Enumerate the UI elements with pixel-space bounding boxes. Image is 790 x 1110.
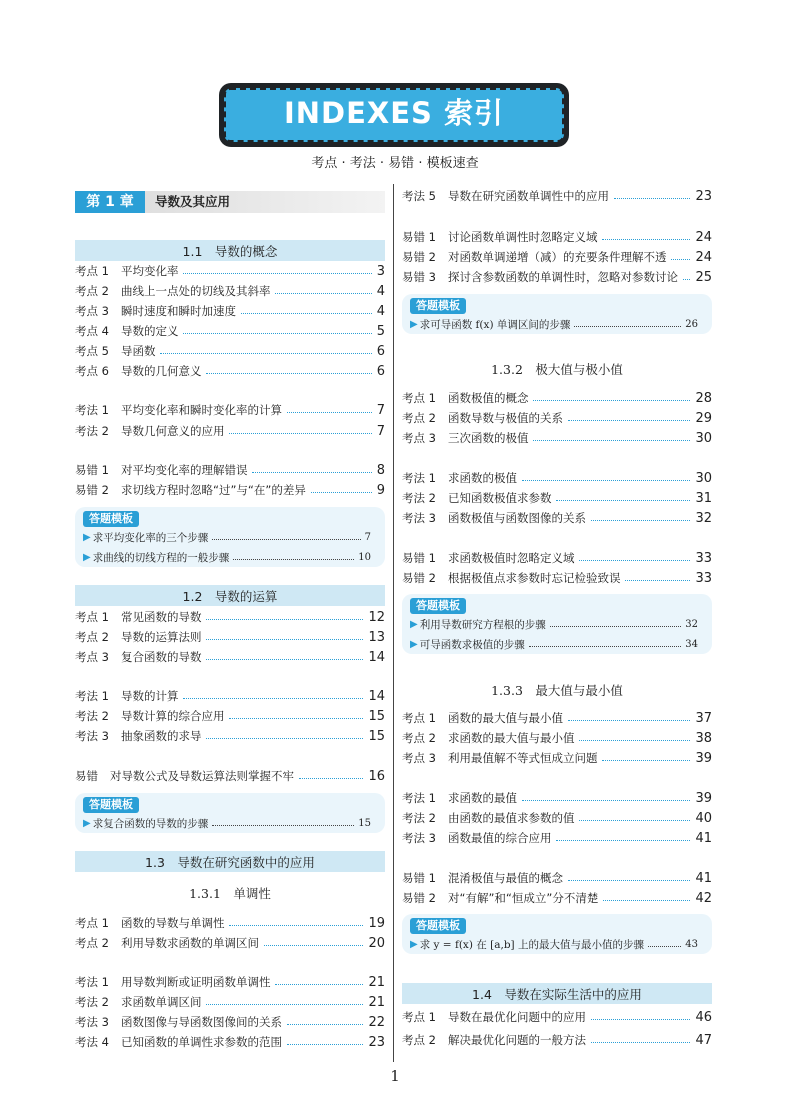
entry-label: 考法 3 xyxy=(75,1015,109,1029)
entry-label: 考点 6 xyxy=(75,364,109,378)
entry-title: 求函数的极值 xyxy=(447,471,517,485)
entry-page: 13 xyxy=(368,629,385,645)
entry-title: 由函数的最值求参数的值 xyxy=(447,811,575,825)
toc-entry[interactable] xyxy=(75,992,385,1012)
toc-entry[interactable] xyxy=(75,261,385,281)
toc-entry[interactable] xyxy=(75,341,385,361)
entry-page: 33 xyxy=(695,570,712,586)
arrow-icon: ▶ xyxy=(410,638,418,650)
entry-page: 15 xyxy=(368,728,385,744)
leader-dots xyxy=(602,239,690,240)
entry-label: 考法 2 xyxy=(75,424,109,438)
toc-entry[interactable] xyxy=(402,888,712,908)
leader-dots xyxy=(287,1044,363,1045)
entry-title: 导数几何意义的应用 xyxy=(120,424,225,438)
leader-dots xyxy=(574,326,681,327)
entry-label: 考法 2 xyxy=(75,995,109,1009)
entry-page: 24 xyxy=(695,249,712,265)
toc-entry[interactable] xyxy=(75,706,385,726)
entry-label: 考法 2 xyxy=(402,491,436,505)
leader-dots xyxy=(206,639,363,640)
leader-dots xyxy=(568,420,690,421)
entry-label: 易错 1 xyxy=(402,230,436,244)
entry-label: 易错 xyxy=(75,769,98,783)
leader-dots xyxy=(287,412,372,413)
entry-page: 20 xyxy=(368,935,385,951)
entry-page: 14 xyxy=(368,649,385,665)
leader-dots xyxy=(529,646,682,647)
entry-page: 39 xyxy=(695,790,712,806)
entry-title: 导数的运算法则 xyxy=(120,630,202,644)
entry-title: 导数的定义 xyxy=(120,324,179,338)
toc-entry[interactable] xyxy=(75,647,385,667)
leader-dots xyxy=(206,738,363,739)
entry-title: 导数的几何意义 xyxy=(120,364,202,378)
entry-title: 求函数的最值 xyxy=(447,791,517,805)
leader-dots xyxy=(550,626,682,627)
leader-dots xyxy=(591,1019,690,1020)
toc-entry[interactable] xyxy=(402,728,712,748)
template-badge: 答题模板 xyxy=(83,511,139,527)
arrow-icon: ▶ xyxy=(410,618,418,630)
entry-title: 讨论函数单调性时忽略定义域 xyxy=(447,230,598,244)
chapter-title: 导数及其应用 xyxy=(155,194,231,209)
arrow-icon: ▶ xyxy=(83,531,91,543)
template-badge: 答题模板 xyxy=(83,797,139,813)
toc-entry[interactable] xyxy=(75,281,385,301)
entry-label: 考点 3 xyxy=(75,650,109,664)
leader-dots xyxy=(625,580,690,581)
toc-entry[interactable] xyxy=(75,766,385,786)
toc-entry[interactable] xyxy=(402,568,712,588)
entry-title: 函数图像与导函数图像间的关系 xyxy=(120,1015,282,1029)
entry-title: 函数极值与函数图像的关系 xyxy=(447,511,586,525)
leader-dots xyxy=(183,273,371,274)
entry-title: 求切线方程时忽略“过”与“在”的差异 xyxy=(120,483,306,497)
entry-page: 32 xyxy=(695,510,712,526)
entry-title: 探讨含参数函数的单调性时，忽略对参数讨论 xyxy=(447,270,678,284)
entry-page: 40 xyxy=(695,810,712,826)
toc-entry[interactable] xyxy=(402,748,712,768)
subsection-heading: 1.3.1 单调性 xyxy=(189,886,271,901)
toc-entry[interactable] xyxy=(402,227,712,247)
leader-dots xyxy=(212,539,360,540)
entry-title: 函数最值的综合应用 xyxy=(447,831,552,845)
entry-page: 47 xyxy=(695,1032,712,1048)
entry-label: 易错 2 xyxy=(402,891,436,905)
entry-label: 考点 3 xyxy=(402,431,436,445)
template-text: 利用导数研究方程根的步骤 xyxy=(419,618,546,631)
entry-title: 对函数单调递增（减）的充要条件理解不透 xyxy=(447,250,667,264)
entry-page: 28 xyxy=(695,390,712,406)
leader-dots xyxy=(533,440,690,441)
entry-title: 对平均变化率的理解错误 xyxy=(120,463,248,477)
entry-title: 平均变化率和瞬时变化率的计算 xyxy=(120,403,282,417)
template-item[interactable] xyxy=(410,616,698,632)
entry-title: 求函数极值时忽略定义域 xyxy=(447,551,575,565)
leader-dots xyxy=(579,560,690,561)
template-box xyxy=(402,294,712,334)
leader-dots xyxy=(603,900,690,901)
entry-label: 易错 1 xyxy=(75,463,109,477)
toc-entry[interactable] xyxy=(75,301,385,321)
entry-page: 19 xyxy=(368,915,385,931)
toc-entry[interactable] xyxy=(402,488,712,508)
entry-page: 14 xyxy=(368,688,385,704)
toc-entry[interactable] xyxy=(75,400,385,420)
template-item[interactable] xyxy=(410,636,698,652)
entry-page: 6 xyxy=(376,343,385,359)
toc-entry[interactable] xyxy=(402,428,712,448)
entry-page: 5 xyxy=(376,323,385,339)
toc-entry[interactable] xyxy=(402,1030,712,1050)
entry-page: 12 xyxy=(368,609,385,625)
template-box xyxy=(75,793,385,833)
entry-label: 考法 1 xyxy=(402,471,436,485)
entry-page: 38 xyxy=(695,730,712,746)
template-item[interactable] xyxy=(410,936,698,952)
section-heading: 1.1 导数的概念 xyxy=(75,240,385,261)
entry-label: 考点 2 xyxy=(75,284,109,298)
toc-entry[interactable] xyxy=(75,460,385,480)
leader-dots xyxy=(648,946,681,947)
leader-dots xyxy=(591,520,690,521)
toc-entry[interactable] xyxy=(75,726,385,746)
entry-page: 7 xyxy=(376,402,385,418)
template-text: 求复合函数的导数的步骤 xyxy=(92,817,209,830)
entry-title: 解决最优化问题的一般方法 xyxy=(447,1033,586,1047)
entry-title: 导数计算的综合应用 xyxy=(120,709,225,723)
leader-dots xyxy=(183,333,371,334)
entry-label: 考法 3 xyxy=(75,729,109,743)
entry-label: 考法 2 xyxy=(402,811,436,825)
section-heading: 1.2 导数的运算 xyxy=(75,585,385,606)
entry-page: 22 xyxy=(368,1014,385,1030)
entry-label: 考点 1 xyxy=(402,711,436,725)
entry-label: 考点 1 xyxy=(75,610,109,624)
entry-page: 23 xyxy=(695,188,712,204)
toc-entry[interactable] xyxy=(402,508,712,528)
entry-title: 常见函数的导数 xyxy=(120,610,202,624)
leader-dots xyxy=(579,820,690,821)
leader-dots xyxy=(229,718,363,719)
entry-title: 平均变化率 xyxy=(120,264,179,278)
entry-label: 考点 1 xyxy=(75,264,109,278)
arrow-icon: ▶ xyxy=(83,817,91,829)
entry-page: 37 xyxy=(695,710,712,726)
toc-entry[interactable] xyxy=(402,708,712,728)
entry-title: 对“有解”和“恒成立”分不清楚 xyxy=(447,891,599,905)
leader-dots xyxy=(671,259,690,260)
template-box xyxy=(402,914,712,954)
entry-label: 考点 2 xyxy=(402,1033,436,1047)
entry-label: 易错 2 xyxy=(75,483,109,497)
entry-label: 考法 1 xyxy=(75,975,109,989)
toc-entry[interactable] xyxy=(75,480,385,500)
leader-dots xyxy=(522,800,690,801)
toc-entry[interactable] xyxy=(402,788,712,808)
entry-title: 导数在最优化问题中的应用 xyxy=(447,1010,586,1024)
entry-page: 30 xyxy=(695,430,712,446)
entry-title: 求函数单调区间 xyxy=(120,995,202,1009)
toc-entry[interactable] xyxy=(75,1032,385,1052)
entry-title: 函数导数与极值的关系 xyxy=(447,411,563,425)
arrow-icon: ▶ xyxy=(410,938,418,950)
leader-dots xyxy=(683,279,690,280)
leader-dots xyxy=(579,740,690,741)
entry-label: 考点 1 xyxy=(402,391,436,405)
toc-entry[interactable] xyxy=(75,361,385,381)
template-item[interactable] xyxy=(83,529,371,545)
template-item[interactable] xyxy=(83,815,371,831)
entry-label: 易错 2 xyxy=(402,571,436,585)
leader-dots xyxy=(212,825,354,826)
entry-title: 导数在研究函数单调性中的应用 xyxy=(447,189,609,203)
entry-title: 函数的最大值与最小值 xyxy=(447,711,563,725)
arrow-icon: ▶ xyxy=(83,551,91,563)
entry-label: 考法 4 xyxy=(75,1035,109,1049)
entry-page: 41 xyxy=(695,870,712,886)
entry-title: 混淆极值与最值的概念 xyxy=(447,871,563,885)
leader-dots xyxy=(206,659,363,660)
entry-title: 已知函数极值求参数 xyxy=(447,491,552,505)
entry-title: 用导数判断或证明函数单调性 xyxy=(120,975,271,989)
entry-page: 21 xyxy=(368,994,385,1010)
leader-dots xyxy=(229,433,371,434)
leader-dots xyxy=(614,198,690,199)
template-item[interactable] xyxy=(410,316,698,332)
template-page: 26 xyxy=(685,318,698,330)
toc-entry[interactable] xyxy=(75,421,385,441)
entry-label: 考法 1 xyxy=(402,791,436,805)
template-page: 7 xyxy=(364,531,371,543)
leader-dots xyxy=(533,400,690,401)
entry-label: 考点 1 xyxy=(402,1010,436,1024)
entry-page: 29 xyxy=(695,410,712,426)
leader-dots xyxy=(233,559,354,560)
entry-page: 23 xyxy=(368,1034,385,1050)
template-box xyxy=(75,507,385,567)
chapter-badge: 第 1 章 xyxy=(75,191,145,213)
leader-dots xyxy=(206,619,363,620)
entry-label: 考法 3 xyxy=(402,831,436,845)
entry-page: 15 xyxy=(368,708,385,724)
leader-dots xyxy=(591,1042,690,1043)
toc-entry[interactable] xyxy=(75,607,385,627)
toc-entry[interactable] xyxy=(402,408,712,428)
leader-dots xyxy=(275,293,371,294)
entry-label: 易错 2 xyxy=(402,250,436,264)
leader-dots xyxy=(264,945,363,946)
column-divider xyxy=(393,184,394,1062)
template-item[interactable] xyxy=(83,549,371,565)
leader-dots xyxy=(568,880,690,881)
leader-dots xyxy=(556,500,690,501)
entry-label: 易错 3 xyxy=(402,270,436,284)
entry-label: 考点 3 xyxy=(75,304,109,318)
toc-entry[interactable] xyxy=(402,828,712,848)
entry-title: 抽象函数的求导 xyxy=(120,729,202,743)
toc-entry[interactable] xyxy=(75,627,385,647)
entry-label: 考点 1 xyxy=(75,916,109,930)
toc-entry[interactable] xyxy=(402,468,712,488)
template-page: 32 xyxy=(685,618,698,630)
entry-label: 考点 4 xyxy=(75,324,109,338)
leader-dots xyxy=(160,353,371,354)
section-heading: 1.4 导数在实际生活中的应用 xyxy=(402,983,712,1004)
toc-entry[interactable] xyxy=(75,972,385,992)
entry-title: 导数的计算 xyxy=(120,689,179,703)
page-subtitle: 考点 · 考法 · 易错 · 模板速查 xyxy=(311,156,479,171)
leader-dots xyxy=(241,313,372,314)
leader-dots xyxy=(568,720,690,721)
entry-label: 考法 2 xyxy=(75,709,109,723)
entry-page: 4 xyxy=(376,303,385,319)
leader-dots xyxy=(206,1004,363,1005)
entry-title: 已知函数的单调性求参数的范围 xyxy=(120,1035,282,1049)
entry-label: 考法 3 xyxy=(402,511,436,525)
template-text: 可导函数求极值的步骤 xyxy=(419,638,525,651)
toc-entry[interactable] xyxy=(75,686,385,706)
entry-label: 考点 2 xyxy=(75,630,109,644)
entry-page: 31 xyxy=(695,490,712,506)
template-page: 15 xyxy=(358,817,371,829)
page-title: INDEXES 索引 xyxy=(283,96,505,130)
template-page: 43 xyxy=(685,938,698,950)
template-text: 求 y = f(x) 在 [a,b] 上的最大值与最小值的步骤 xyxy=(419,938,644,951)
entry-title: 曲线上一点处的切线及其斜率 xyxy=(120,284,271,298)
entry-page: 6 xyxy=(376,363,385,379)
entry-title: 利用最值解不等式恒成立问题 xyxy=(447,751,598,765)
title-banner xyxy=(219,83,569,147)
leader-dots xyxy=(287,1024,363,1025)
entry-page: 30 xyxy=(695,470,712,486)
entry-title: 函数极值的概念 xyxy=(447,391,529,405)
entry-title: 利用导数求函数的单调区间 xyxy=(120,936,259,950)
entry-title: 导函数 xyxy=(120,344,156,358)
toc-entry[interactable] xyxy=(75,913,385,933)
toc-entry[interactable] xyxy=(402,388,712,408)
entry-page: 16 xyxy=(368,768,385,784)
template-badge: 答题模板 xyxy=(410,598,466,614)
entry-page: 24 xyxy=(695,229,712,245)
entry-label: 易错 1 xyxy=(402,871,436,885)
leader-dots xyxy=(229,925,363,926)
toc-entry[interactable] xyxy=(402,808,712,828)
entry-page: 8 xyxy=(376,462,385,478)
template-text: 求平均变化率的三个步骤 xyxy=(92,531,209,544)
entry-page: 3 xyxy=(376,263,385,279)
entry-title: 函数的导数与单调性 xyxy=(120,916,225,930)
subsection-heading: 1.3.2 极大值与极小值 xyxy=(491,362,623,377)
chapter-header xyxy=(75,191,385,213)
template-page: 34 xyxy=(685,638,698,650)
entry-title: 瞬时速度和瞬时加速度 xyxy=(120,304,236,318)
entry-title: 根据极值点求参数时忘记检验致误 xyxy=(447,571,621,585)
entry-title: 求函数的最大值与最小值 xyxy=(447,731,575,745)
toc-entry[interactable] xyxy=(75,321,385,341)
entry-page: 39 xyxy=(695,750,712,766)
toc-entry[interactable] xyxy=(402,868,712,888)
section-heading: 1.3 导数在研究函数中的应用 xyxy=(75,851,385,872)
entry-label: 考点 3 xyxy=(402,751,436,765)
toc-entry[interactable] xyxy=(75,933,385,953)
entry-label: 考点 2 xyxy=(402,731,436,745)
leader-dots xyxy=(252,472,371,473)
arrow-icon: ▶ xyxy=(410,318,418,330)
subsection-heading: 1.3.3 最大值与最小值 xyxy=(491,683,623,698)
entry-title: 对导数公式及导数运算法则掌握不牢 xyxy=(110,769,294,783)
leader-dots xyxy=(275,984,363,985)
entry-page: 9 xyxy=(376,482,385,498)
entry-page: 25 xyxy=(695,269,712,285)
entry-page: 33 xyxy=(695,550,712,566)
leader-dots xyxy=(206,373,371,374)
template-text: 求可导函数 f(x) 单调区间的步骤 xyxy=(419,318,571,331)
page-number: 1 xyxy=(390,1067,400,1085)
entry-label: 考法 1 xyxy=(75,689,109,703)
leader-dots xyxy=(602,760,690,761)
leader-dots xyxy=(311,492,372,493)
entry-label: 考法 5 xyxy=(402,189,436,203)
toc-entry[interactable] xyxy=(402,247,712,267)
entry-page: 41 xyxy=(695,830,712,846)
toc-entry[interactable] xyxy=(75,1012,385,1032)
entry-label: 考点 2 xyxy=(75,936,109,950)
leader-dots xyxy=(183,698,363,699)
entry-page: 42 xyxy=(695,890,712,906)
entry-page: 4 xyxy=(376,283,385,299)
entry-page: 7 xyxy=(376,423,385,439)
entry-label: 考法 1 xyxy=(75,403,109,417)
toc-entry[interactable] xyxy=(402,186,712,206)
entry-page: 46 xyxy=(695,1009,712,1025)
entry-title: 三次函数的极值 xyxy=(447,431,529,445)
toc-entry[interactable] xyxy=(402,548,712,568)
toc-entry[interactable] xyxy=(402,1007,712,1027)
leader-dots xyxy=(299,778,363,779)
template-text: 求曲线的切线方程的一般步骤 xyxy=(92,551,230,564)
entry-title: 复合函数的导数 xyxy=(120,650,202,664)
toc-entry[interactable] xyxy=(402,267,712,287)
template-badge: 答题模板 xyxy=(410,918,466,934)
template-box xyxy=(402,594,712,654)
leader-dots xyxy=(522,480,690,481)
template-page: 10 xyxy=(358,551,371,563)
entry-label: 考点 5 xyxy=(75,344,109,358)
template-badge: 答题模板 xyxy=(410,298,466,314)
entry-page: 21 xyxy=(368,974,385,990)
entry-label: 易错 1 xyxy=(402,551,436,565)
leader-dots xyxy=(556,840,690,841)
entry-label: 考点 2 xyxy=(402,411,436,425)
